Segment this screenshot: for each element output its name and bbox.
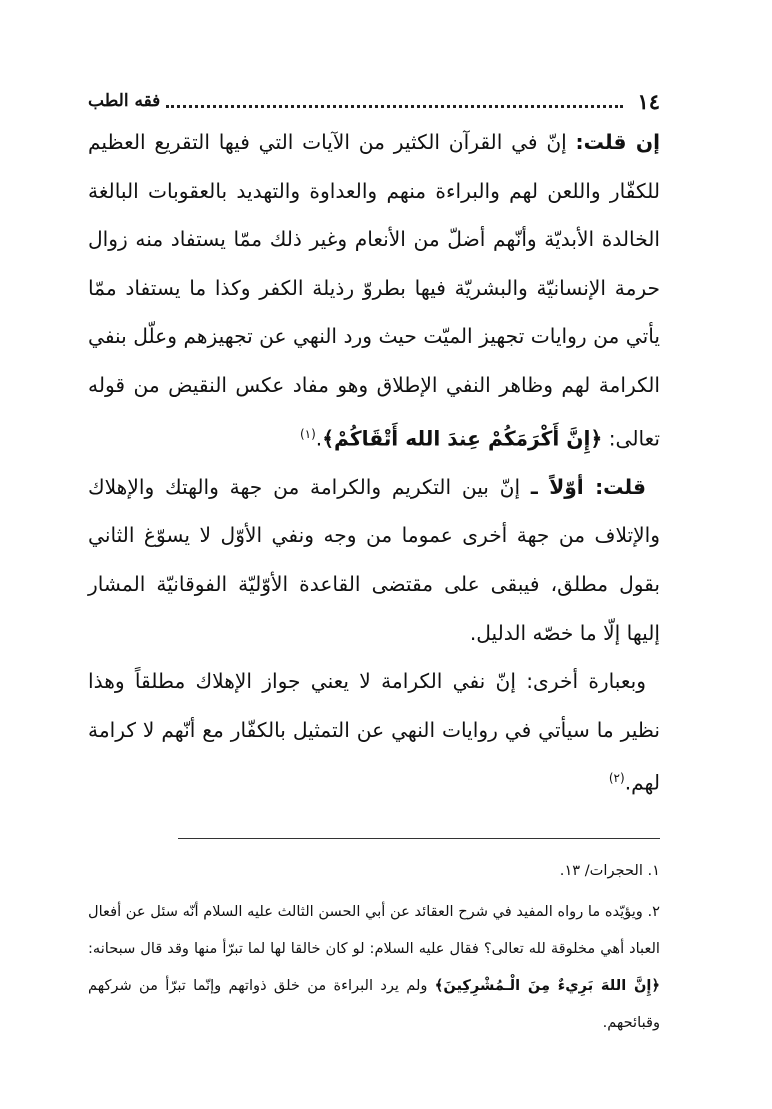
paragraph-tail: . xyxy=(315,426,323,451)
footnote-ref[interactable]: (٢) xyxy=(608,771,625,786)
footnote-ref[interactable]: (١) xyxy=(299,426,316,441)
main-text xyxy=(88,118,660,808)
footnote-text: ١. الحجرات/ ١٣. xyxy=(559,862,660,879)
paragraph-text: إنّ في القرآن الكثير من الآيات التي فيها التقريع العظيم للكفّار واللعن لهم والبراءة منهم والعداوة والتهديد بالعقوبات البالغة الخالدة الأبديّة وأنّهم أضلّ من الأنعام وغير ذلك ممّا يستفاد منه زوال حرمة الإنسانيّة والبشريّة فيها بطروّ رذيلة الكفر وكذا ما يستفاد ممّا يأتي من روايات تجهيز الميّت حيث ورد النهي عن تجهيزهم وعلّل بنفي الكرامة لهم وظاهر النفي الإطلاق وهو مفاد عكس النقيض من قوله تعالى: xyxy=(88,130,660,451)
paragraph-reply xyxy=(88,463,660,657)
paragraph-objection xyxy=(88,118,660,463)
running-title: فقه الطب xyxy=(88,91,161,111)
paragraph-lead: إن قلت: xyxy=(575,130,660,154)
footnote-1 xyxy=(88,852,660,889)
footnote-separator xyxy=(178,838,660,839)
footnote-quran-quote: ﴿إِنَّ اللهَ بَرِيءٌ مِنَ الْـمُشْرِكِينَ﴾ xyxy=(434,977,660,994)
quran-quote: ﴿إِنَّ أَكْرَمَكُمْ عِندَ الله أَتْقَاكُمْ﴾ xyxy=(322,426,603,451)
footnote-tail: ولم يرد البراءة من خلق ذواتهم وإنّما تبرّأ من شركهم وقبائحهم. xyxy=(88,977,660,1031)
paragraph-text: إنّ بين التكريم والكرامة من جهة والهتك والإهلاك والإتلاف من جهة أخرى عموما من وجه ونفي الأوّل لا يسوّغ الثاني بقول مطلق، فيبقى على مقتضى القاعدة الأوّليّة الفوقانيّة المشار إليها إلّا ما خصّه الدليل. xyxy=(88,474,660,645)
page-header xyxy=(88,86,660,116)
page-number: ١٤ xyxy=(637,88,660,114)
paragraph-lead: قلت: أوّلاً ـ xyxy=(530,474,646,499)
paragraph-rephrase xyxy=(88,657,660,808)
header-dot-leader xyxy=(166,105,623,108)
paragraph-text: وبعبارة أخرى: إنّ نفي الكرامة لا يعني جواز الإهلاك مطلقاً وهذا نظير ما سيأتي في روايات النهي عن التمثيل بالكفّار مع أنّهم لا كرامة لهم. xyxy=(88,669,660,796)
footnote-text: ٢. ويؤيّده ما رواه المفيد في شرح العقائد عن أبي الحسن الثالث عليه السلام أنّه سئل عن أفعال العباد أهي مخلوقة لله تعالى؟ فقال عليه السلام: لو كان خالقا لها لما تبرّأ منها وقد قال سبحانه: xyxy=(88,903,660,957)
footnotes xyxy=(88,852,660,1041)
footnote-2 xyxy=(88,893,660,1041)
